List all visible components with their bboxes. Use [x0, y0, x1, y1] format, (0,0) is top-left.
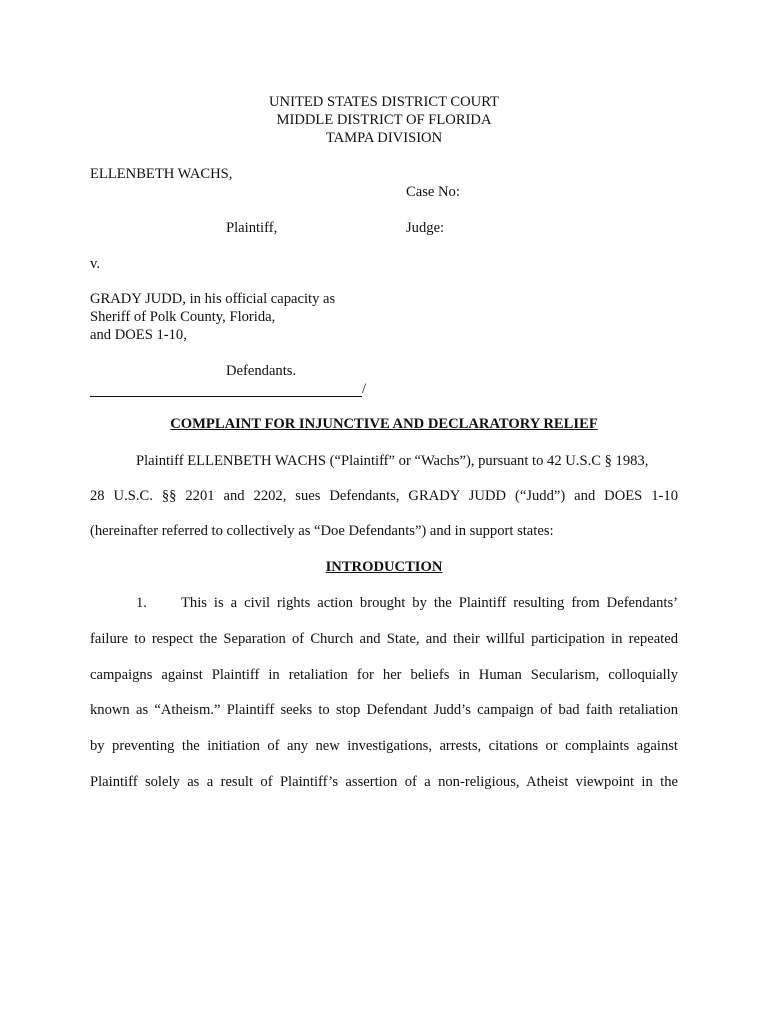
defendant-role: Defendants. [226, 363, 297, 379]
caption-signature-line [90, 396, 362, 397]
caption-slash: / [362, 381, 367, 397]
judge-label: Judge: [406, 220, 445, 236]
plaintiff-role: Plaintiff, [226, 220, 278, 236]
paragraph-line: failure to respect the Separation of Church and State, and their willful participation in repeated [90, 631, 678, 647]
court-name: UNITED STATES DISTRICT COURT [269, 94, 499, 110]
paragraph-number: 1. [136, 595, 147, 611]
plaintiff-name: ELLENBETH WACHS, [90, 166, 233, 182]
preamble-line: (hereinafter referred to collectively as “Doe Defendants”) and in support states: [90, 523, 554, 539]
paragraph-line: campaigns against Plaintiff in retaliation for her beliefs in Human Secularism, colloquially [90, 667, 678, 683]
court-division: TAMPA DIVISION [325, 130, 443, 146]
case-no-label: Case No: [406, 184, 460, 200]
defendant-line: and DOES 1-10, [90, 327, 187, 343]
defendant-line: GRADY JUDD, in his official capacity as [90, 291, 336, 307]
preamble-line: 28 U.S.C. §§ 2201 and 2202, sues Defendants, GRADY JUDD (“Judd”) and DOES 1-10 [90, 488, 678, 504]
defendant-line: Sheriff of Polk County, Florida, [90, 309, 276, 325]
versus: v. [90, 256, 100, 272]
paragraph-line: This is a civil rights action brought by the Plaintiff resulting from Defendants’ [181, 595, 678, 611]
paragraph-line: Plaintiff solely as a result of Plaintiff’s assertion of a non-religious, Atheist viewpoint in the [90, 774, 678, 790]
paragraph-line: by preventing the initiation of any new investigations, arrests, citations or complaints against [90, 738, 678, 754]
paragraph-line: known as “Atheism.” Plaintiff seeks to stop Defendant Judd’s campaign of bad faith retaliation [90, 702, 678, 718]
complaint-title: COMPLAINT FOR INJUNCTIVE AND DECLARATORY RELIEF [170, 416, 598, 432]
section-heading-introduction: INTRODUCTION [325, 559, 443, 575]
preamble-line: Plaintiff ELLENBETH WACHS (“Plaintiff” or “Wachs”), pursuant to 42 U.S.C § 1983, [136, 453, 649, 469]
court-district: MIDDLE DISTRICT OF FLORIDA [276, 112, 492, 128]
